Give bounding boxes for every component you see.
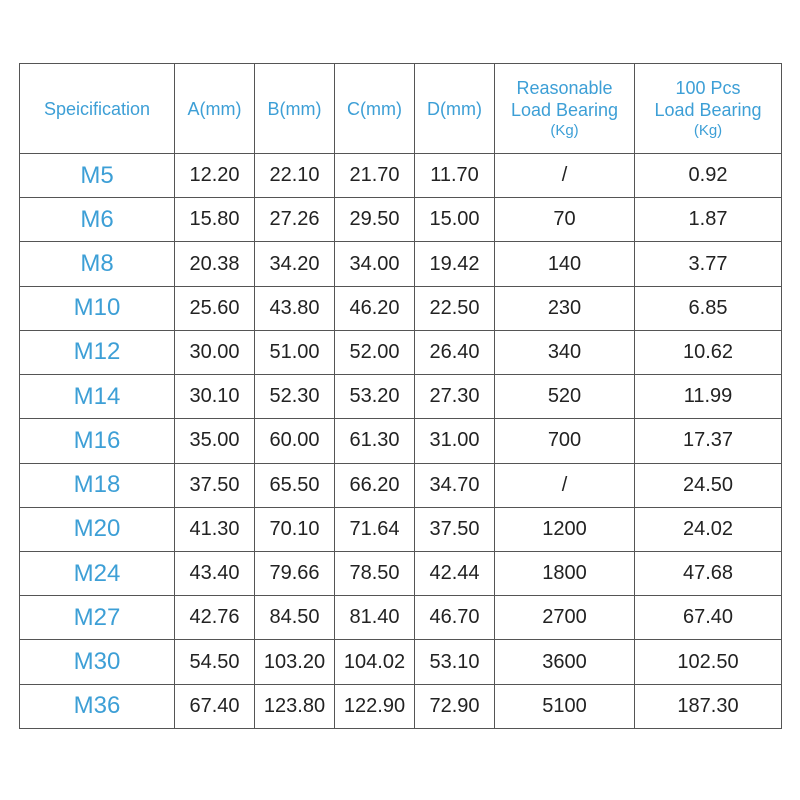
cell-specification: M20	[20, 507, 175, 551]
header-d: D(mm)	[415, 64, 495, 154]
cell-reasonable-load: 70	[495, 198, 635, 242]
cell-specification: M18	[20, 463, 175, 507]
cell-b: 60.00	[255, 419, 335, 463]
cell-specification: M10	[20, 286, 175, 330]
cell-a: 37.50	[175, 463, 255, 507]
cell-d: 15.00	[415, 198, 495, 242]
cell-a: 43.40	[175, 551, 255, 595]
cell-a: 42.76	[175, 596, 255, 640]
header-100pcs-unit: (Kg)	[693, 121, 723, 139]
cell-100pcs-load: 1.87	[635, 198, 782, 242]
cell-reasonable-load: 1800	[495, 551, 635, 595]
cell-c: 78.50	[335, 551, 415, 595]
cell-d: 72.90	[415, 684, 495, 728]
header-c: C(mm)	[335, 64, 415, 154]
cell-c: 29.50	[335, 198, 415, 242]
header-specification: Speicification	[20, 64, 175, 154]
cell-a: 35.00	[175, 419, 255, 463]
cell-specification: M27	[20, 596, 175, 640]
cell-specification: M5	[20, 154, 175, 198]
cell-reasonable-load: 3600	[495, 640, 635, 684]
header-b: B(mm)	[255, 64, 335, 154]
cell-reasonable-load: /	[495, 154, 635, 198]
cell-a: 67.40	[175, 684, 255, 728]
cell-specification: M36	[20, 684, 175, 728]
cell-a: 30.00	[175, 330, 255, 374]
cell-100pcs-load: 17.37	[635, 419, 782, 463]
table-row	[20, 551, 782, 595]
cell-d: 26.40	[415, 330, 495, 374]
cell-100pcs-load: 0.92	[635, 154, 782, 198]
cell-a: 25.60	[175, 286, 255, 330]
cell-specification: M30	[20, 640, 175, 684]
cell-specification: M6	[20, 198, 175, 242]
table-row	[20, 330, 782, 374]
header-100pcs-line2: Load Bearing	[654, 99, 762, 120]
cell-c: 46.20	[335, 286, 415, 330]
cell-100pcs-load: 47.68	[635, 551, 782, 595]
table-row	[20, 596, 782, 640]
cell-a: 20.38	[175, 242, 255, 286]
cell-d: 37.50	[415, 507, 495, 551]
cell-b: 52.30	[255, 375, 335, 419]
cell-c: 104.02	[335, 640, 415, 684]
cell-b: 27.26	[255, 198, 335, 242]
spec-table	[19, 63, 782, 729]
cell-100pcs-load: 102.50	[635, 640, 782, 684]
cell-b: 84.50	[255, 596, 335, 640]
table-row	[20, 463, 782, 507]
cell-c: 61.30	[335, 419, 415, 463]
cell-d: 19.42	[415, 242, 495, 286]
cell-c: 34.00	[335, 242, 415, 286]
cell-specification: M14	[20, 375, 175, 419]
cell-d: 11.70	[415, 154, 495, 198]
table-row	[20, 198, 782, 242]
cell-a: 54.50	[175, 640, 255, 684]
cell-100pcs-load: 3.77	[635, 242, 782, 286]
cell-100pcs-load: 67.40	[635, 596, 782, 640]
cell-reasonable-load: 2700	[495, 596, 635, 640]
header-reasonable-line2: Load Bearing	[510, 99, 619, 120]
cell-b: 103.20	[255, 640, 335, 684]
cell-a: 41.30	[175, 507, 255, 551]
cell-c: 66.20	[335, 463, 415, 507]
cell-b: 65.50	[255, 463, 335, 507]
cell-c: 53.20	[335, 375, 415, 419]
cell-100pcs-load: 24.02	[635, 507, 782, 551]
cell-b: 51.00	[255, 330, 335, 374]
cell-specification: M16	[20, 419, 175, 463]
header-reasonable-load	[495, 64, 635, 154]
cell-100pcs-load: 10.62	[635, 330, 782, 374]
cell-b: 79.66	[255, 551, 335, 595]
cell-b: 22.10	[255, 154, 335, 198]
cell-c: 122.90	[335, 684, 415, 728]
cell-reasonable-load: 140	[495, 242, 635, 286]
cell-b: 34.20	[255, 242, 335, 286]
cell-c: 71.64	[335, 507, 415, 551]
table-row	[20, 507, 782, 551]
cell-c: 52.00	[335, 330, 415, 374]
header-a: A(mm)	[175, 64, 255, 154]
table-row	[20, 640, 782, 684]
cell-reasonable-load: 1200	[495, 507, 635, 551]
cell-100pcs-load: 187.30	[635, 684, 782, 728]
cell-d: 31.00	[415, 419, 495, 463]
cell-reasonable-load: 5100	[495, 684, 635, 728]
cell-specification: M8	[20, 242, 175, 286]
cell-a: 12.20	[175, 154, 255, 198]
header-reasonable-unit: (Kg)	[550, 121, 579, 139]
table-row	[20, 684, 782, 728]
header-100pcs-load	[635, 64, 782, 154]
cell-reasonable-load: 340	[495, 330, 635, 374]
cell-reasonable-load: /	[495, 463, 635, 507]
table-row	[20, 419, 782, 463]
cell-b: 43.80	[255, 286, 335, 330]
cell-reasonable-load: 700	[495, 419, 635, 463]
cell-d: 42.44	[415, 551, 495, 595]
table-body	[20, 154, 782, 729]
cell-b: 70.10	[255, 507, 335, 551]
table-row	[20, 286, 782, 330]
cell-a: 15.80	[175, 198, 255, 242]
header-100pcs-line1: 100 Pcs	[675, 77, 741, 98]
cell-d: 46.70	[415, 596, 495, 640]
cell-reasonable-load: 230	[495, 286, 635, 330]
table-row	[20, 242, 782, 286]
cell-c: 21.70	[335, 154, 415, 198]
cell-100pcs-load: 24.50	[635, 463, 782, 507]
cell-d: 22.50	[415, 286, 495, 330]
header-reasonable-line1: Reasonable	[516, 77, 613, 98]
header-row	[20, 64, 782, 154]
cell-100pcs-load: 6.85	[635, 286, 782, 330]
cell-b: 123.80	[255, 684, 335, 728]
cell-specification: M24	[20, 551, 175, 595]
table-row	[20, 154, 782, 198]
cell-reasonable-load: 520	[495, 375, 635, 419]
cell-100pcs-load: 11.99	[635, 375, 782, 419]
cell-c: 81.40	[335, 596, 415, 640]
cell-specification: M12	[20, 330, 175, 374]
cell-d: 27.30	[415, 375, 495, 419]
table-row	[20, 375, 782, 419]
cell-a: 30.10	[175, 375, 255, 419]
cell-d: 53.10	[415, 640, 495, 684]
cell-d: 34.70	[415, 463, 495, 507]
